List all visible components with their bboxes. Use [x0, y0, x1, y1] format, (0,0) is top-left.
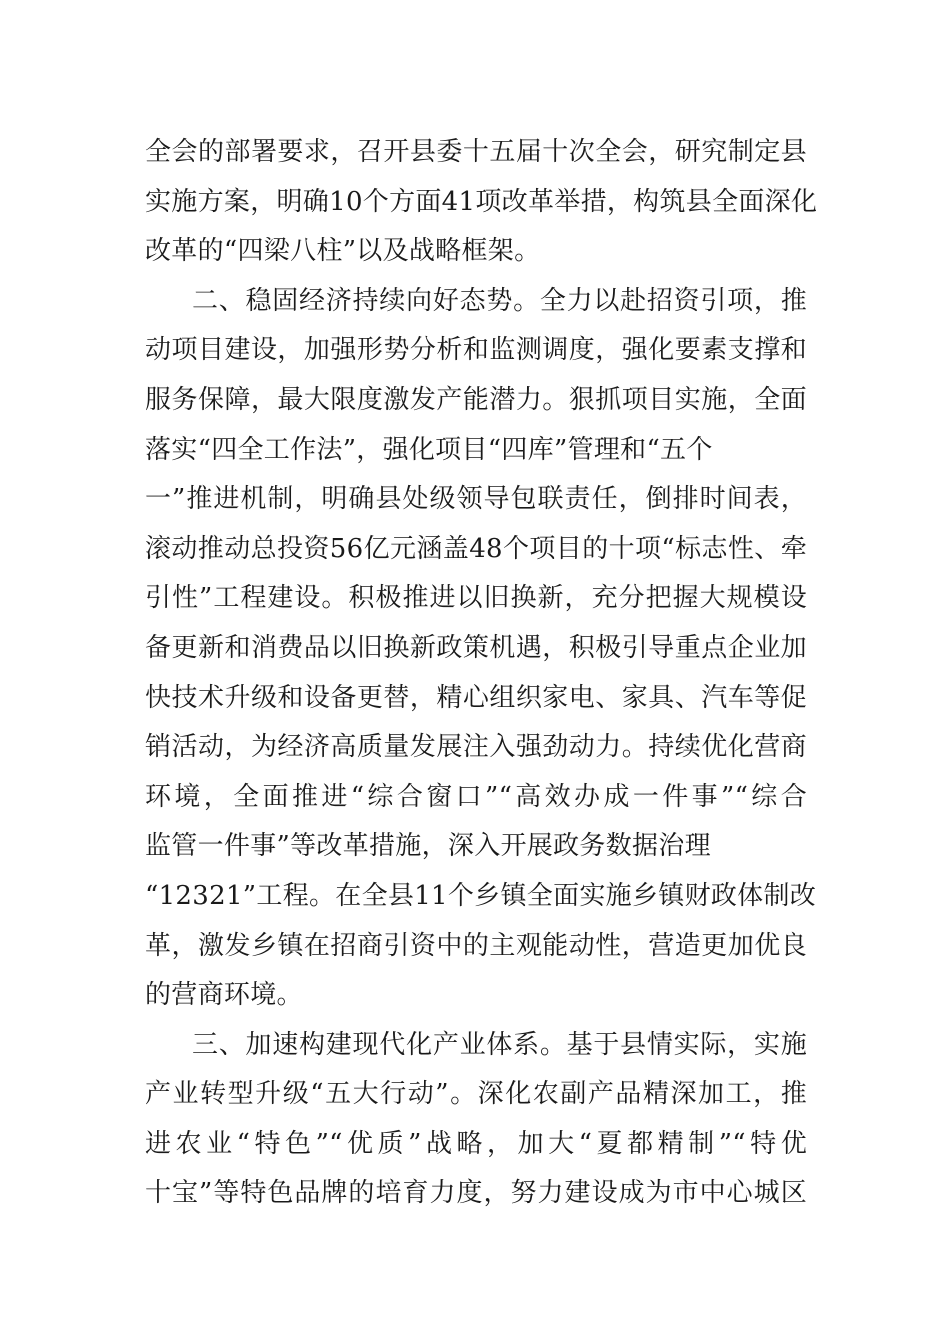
text-line: 革，激发乡镇在招商引资中的主观能动性，营造更加优良: [145, 930, 807, 961]
document-body: [145, 128, 818, 1219]
text-line: 滚动推动总投资56亿元涵盖48个项目的十项“标志性、牵: [145, 533, 807, 564]
text-line: 的营商环境。: [145, 980, 303, 1011]
text-line: 动项目建设，加强形势分析和监测调度，强化要素支撑和: [145, 335, 807, 366]
text-line: “12321”工程。在全县11个乡镇全面实施乡镇财政体制改: [145, 880, 817, 911]
text-line: 引性”工程建设。积极推进以旧换新，充分把握大规模设: [145, 583, 807, 614]
text-line: 产业转型升级“五大行动”。深化农副产品精深加工，推: [145, 1079, 807, 1110]
text-line: 十宝”等特色品牌的培育力度，努力建设成为市中心城区: [145, 1178, 807, 1209]
text-line: 改革的“四梁八柱”以及战略框架。: [145, 236, 541, 267]
text-line: 备更新和消费品以旧换新政策机遇，积极引导重点企业加: [145, 632, 807, 663]
text-line: 环境，全面推进“综合窗口”“高效办成一件事”“综合: [145, 781, 807, 812]
text-line: 实施方案，明确10个方面41项改革举措，构筑县全面深化: [145, 186, 818, 217]
text-line: 三、加速构建现代化产业体系。基于县情实际，实施: [192, 1029, 807, 1060]
text-line: 二、稳固经济持续向好态势。全力以赴招资引项，推: [192, 285, 807, 316]
text-line: 销活动，为经济高质量发展注入强劲动力。持续优化营商: [145, 732, 807, 763]
text-line: 进农业“特色”“优质”战略，加大“夏都精制”“特优: [145, 1128, 807, 1159]
text-line: 快技术升级和设备更替，精心组织家电、家具、汽车等促: [145, 682, 807, 713]
text-line: 监管一件事”等改革措施，深入开展政务数据治理: [145, 831, 711, 862]
text-line: 一”推进机制，明确县处级领导包联责任，倒排时间表，: [145, 484, 807, 515]
text-line: 全会的部署要求，召开县委十五届十次全会，研究制定县: [145, 137, 807, 167]
text-line: 落实“四全工作法”，强化项目“四库”管理和“五个: [145, 434, 713, 465]
text-line: 服务保障，最大限度激发产能潜力。狠抓项目实施，全面: [145, 384, 807, 415]
